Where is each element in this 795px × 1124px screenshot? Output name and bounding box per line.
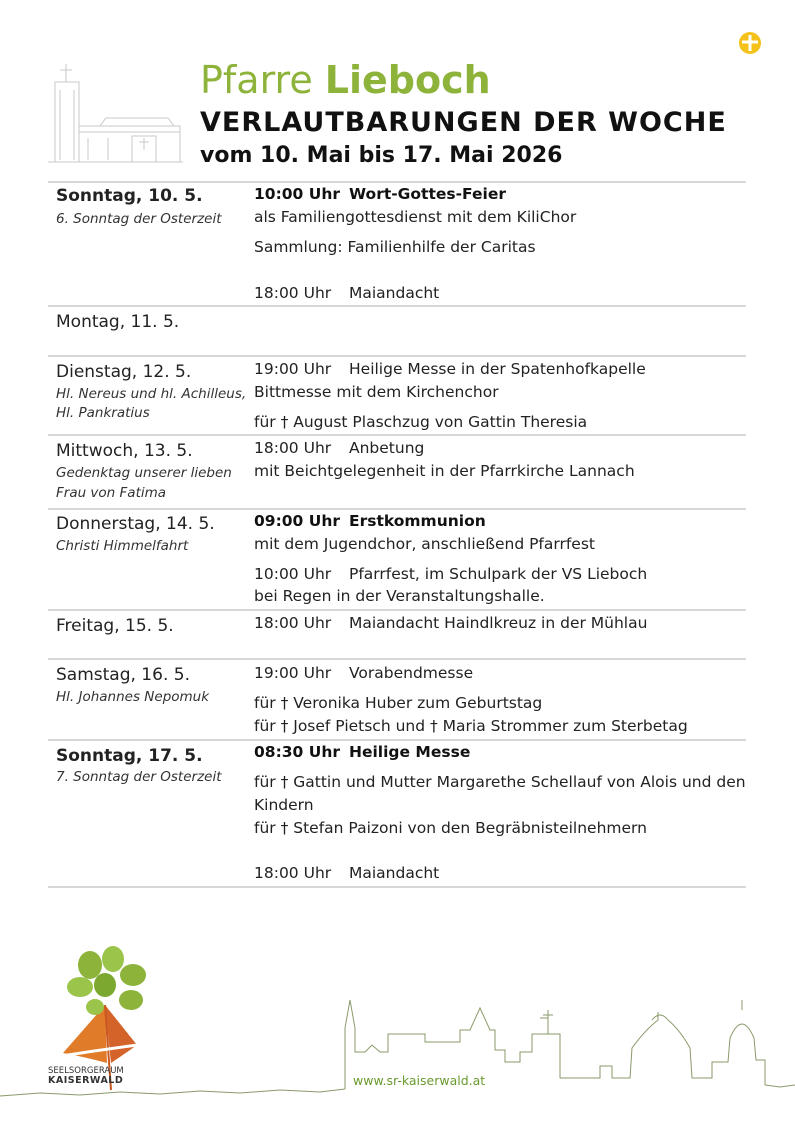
event-detail: Kindern [254, 796, 314, 814]
day-label: Montag, 11. 5. [56, 312, 180, 332]
event-title: Maiandacht [349, 864, 440, 882]
event-line [254, 862, 439, 884]
day-note: 6. Sonntag der Osterzeit [56, 211, 222, 227]
day-note: Gedenktag unserer lieben [56, 465, 232, 481]
day-note: Frau von Fatima [56, 485, 167, 501]
event-line [254, 662, 473, 684]
event-title: Heilige Messe [349, 743, 471, 761]
event-line [254, 612, 647, 634]
event-detail: bei Regen in der Veranstaltungshalle. [254, 587, 545, 605]
event-time: 18:00 Uhr [254, 864, 332, 882]
event-detail: Sammlung: Familienhilfe der Caritas [254, 238, 536, 256]
church-sketch-icon [48, 60, 183, 165]
event-time: 08:30 Uhr [254, 743, 340, 761]
divider [48, 609, 746, 611]
event-line [254, 282, 439, 304]
event-title: Maiandacht [349, 284, 440, 302]
website-link[interactable]: www.sr-kaiserwald.at [353, 1073, 486, 1088]
day-label: Donnerstag, 14. 5. [56, 514, 215, 534]
event-line [254, 741, 470, 763]
event-time: 18:00 Uhr [254, 614, 332, 632]
day-note: Hl. Pankratius [56, 405, 150, 421]
day-label: Mittwoch, 13. 5. [56, 441, 193, 461]
event-title: Heilige Messe in der Spatenhofkapelle [349, 360, 646, 378]
event-title: Anbetung [349, 439, 425, 457]
event-time: 18:00 Uhr [254, 439, 332, 457]
divider [48, 305, 746, 307]
event-title: Pfarrfest, im Schulpark der VS Lieboch [349, 565, 648, 583]
day-label: Sonntag, 17. 5. [56, 746, 203, 766]
event-detail: mit dem Jugendchor, anschließend Pfarrfest [254, 535, 595, 553]
event-line [254, 183, 506, 205]
day-label: Freitag, 15. 5. [56, 616, 174, 636]
day-label: Sonntag, 10. 5. [56, 186, 203, 206]
logo-line1: SEELSORGERAUM [48, 1066, 124, 1076]
event-title: Maiandacht Haindlkreuz in der Mühlau [349, 614, 648, 632]
divider [48, 355, 746, 357]
event-title: Erstkommunion [349, 512, 486, 530]
event-detail: mit Beichtgelegenheit in der Pfarrkirche Lannach [254, 462, 635, 480]
parish-town: Lieboch [324, 58, 491, 102]
event-time: 19:00 Uhr [254, 360, 332, 378]
day-note: Hl. Nereus und hl. Achilleus, [56, 386, 247, 402]
event-time: 19:00 Uhr [254, 664, 332, 682]
event-line [254, 510, 486, 532]
event-line [254, 563, 647, 585]
logo-text [48, 1066, 124, 1086]
page-title: VERLAUTBARUNGEN DER WOCHE [200, 107, 727, 138]
day-label: Samstag, 16. 5. [56, 665, 190, 685]
event-detail: für † Stefan Paizoni von den Begräbnisteilnehmern [254, 819, 647, 837]
event-detail: für † August Plaschzug von Gattin Theresia [254, 413, 588, 431]
day-label: Dienstag, 12. 5. [56, 362, 192, 382]
logo-line2: KAISERWALD [48, 1075, 124, 1086]
event-detail: Bittmesse mit dem Kirchenchor [254, 383, 499, 401]
event-detail: für † Gattin und Mutter Margarethe Schellauf von Alois und den [254, 773, 746, 791]
event-time: 10:00 Uhr [254, 565, 332, 583]
parish-name [200, 58, 491, 102]
event-time: 09:00 Uhr [254, 512, 340, 530]
cross-badge-icon [739, 32, 761, 54]
event-time: 10:00 Uhr [254, 185, 340, 203]
day-note: Hl. Johannes Nepomuk [56, 689, 210, 705]
event-title: Vorabendmesse [349, 664, 474, 682]
event-detail: als Familiengottesdienst mit dem KiliChor [254, 208, 577, 226]
event-detail: für † Josef Pietsch und † Maria Strommer zum Sterbetag [254, 717, 688, 735]
date-range: vom 10. Mai bis 17. Mai 2026 [200, 143, 563, 168]
event-line [254, 358, 646, 380]
parish-prefix: Pfarre [200, 58, 313, 102]
day-note: Christi Himmelfahrt [56, 538, 189, 554]
event-title: Wort-Gottes-Feier [349, 185, 506, 203]
divider [48, 434, 746, 436]
day-note: 7. Sonntag der Osterzeit [56, 769, 222, 785]
event-detail: für † Veronika Huber zum Geburtstag [254, 694, 543, 712]
event-line [254, 437, 424, 459]
divider [48, 886, 746, 888]
divider [48, 658, 746, 660]
event-time: 18:00 Uhr [254, 284, 332, 302]
